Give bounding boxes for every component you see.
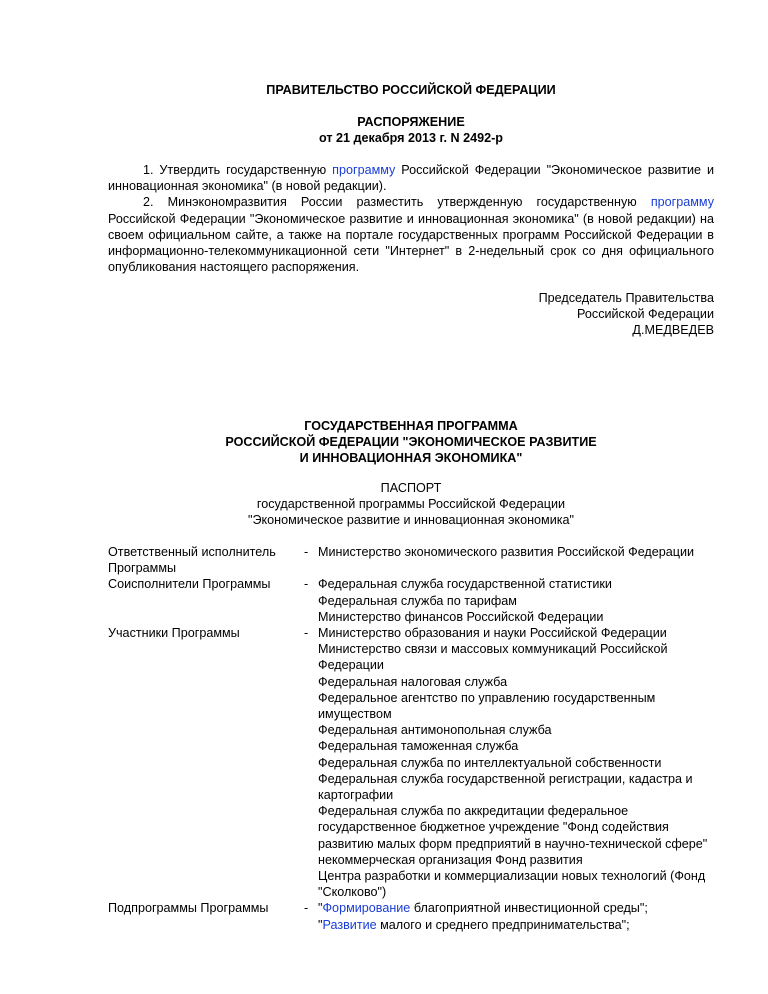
table-row	[108, 625, 714, 900]
order-p2-text-b: Российской Федерации "Экономическое развитие и инновационная экономика" (в новой редакции) на своем официальном сайте, а также на портале государственных программ Российской Федерации в информационно-телекоммуникационной сети "Интернет" в 2-недельный срок со дня официального опубликования настоящего распоряжения.	[108, 211, 714, 275]
order-p2-text-a: 2. Минэкономразвития России разместить утвержденную государственную	[143, 195, 651, 210]
signature-name: Д.МЕДВЕДЕВ	[632, 323, 714, 338]
row-value-line: Федеральное агентство по управлению государственным имуществом	[318, 690, 656, 722]
order-body	[108, 162, 714, 275]
quote: "	[318, 901, 323, 916]
passport-subtitle: государственной программы Российской Федерации	[256, 497, 566, 512]
row-value-line: Федеральная служба государственной статистики	[318, 577, 612, 592]
row-label: Ответственный исполнитель Программы	[108, 545, 276, 576]
signature-block	[414, 290, 714, 339]
row-value-line: Министерство экономического развития Российской Федерации	[318, 545, 695, 559]
order-p1-text-b: Российской Федерации "Экономическое развитие и инновационная экономика" (в новой редакции).	[108, 163, 715, 194]
order-paragraph-2	[108, 194, 714, 275]
row-value-line: Министерство образования и науки Российской Федерации	[318, 626, 667, 641]
row-label: Подпрограммы Программы	[108, 901, 269, 916]
subprogram-link[interactable]: Развитие	[322, 917, 377, 932]
subprogram-text: малого и среднего предпринимательства";	[376, 917, 630, 932]
row-dash: -	[304, 901, 309, 916]
program-heading-line: И ИННОВАЦИОННАЯ ЭКОНОМИКА"	[299, 451, 523, 466]
passport-table	[108, 544, 714, 941]
signature-country: Российской Федерации	[577, 307, 714, 322]
passport-subtitle: "Экономическое развитие и инновационная экономика"	[247, 513, 575, 528]
subprogram-item	[318, 900, 714, 916]
order-heading	[108, 114, 714, 146]
row-value	[318, 576, 714, 625]
table-row	[108, 576, 714, 625]
order-paragraph-1	[108, 162, 714, 194]
government-heading: ПРАВИТЕЛЬСТВО РОССИЙСКОЙ ФЕДЕРАЦИИ	[266, 83, 556, 97]
row-value	[318, 900, 714, 932]
program-heading-line: РОССИЙСКОЙ ФЕДЕРАЦИИ "ЭКОНОМИЧЕСКОЕ РАЗВИТИЕ	[225, 435, 597, 450]
row-value-line: Федеральная антимонопольная служба	[318, 723, 552, 738]
quote: "	[318, 917, 323, 932]
row-value-line: Федеральная служба по интеллектуальной собственности	[318, 755, 662, 770]
program-link[interactable]: программу	[650, 195, 714, 210]
row-value-line: Министерство связи и массовых коммуникаций Российской Федерации	[318, 642, 668, 673]
program-heading	[108, 418, 714, 467]
row-dash: -	[304, 545, 309, 559]
row-value-line: Федеральная таможенная служба	[318, 739, 519, 754]
order-type: РАСПОРЯЖЕНИЕ	[357, 115, 465, 129]
signature-position: Председатель Правительства	[538, 291, 714, 305]
row-value-line: Федеральная служба по тарифам	[318, 593, 517, 608]
row-value-line: Федеральная служба государственной регистрации, кадастра и картографии	[318, 771, 693, 803]
subprogram-link[interactable]: Формирование	[322, 901, 411, 916]
order-date-number: от 21 декабря 2013 г. N 2492-р	[318, 131, 503, 146]
program-link[interactable]: программу	[332, 163, 396, 177]
subprogram-text: благоприятной инвестиционной среды";	[410, 901, 648, 916]
row-value	[318, 625, 714, 900]
row-label: Участники Программы	[108, 626, 240, 641]
passport-title: ПАСПОРТ	[380, 481, 442, 495]
table-row	[108, 900, 714, 932]
subprogram-item	[318, 917, 714, 933]
row-value	[318, 544, 714, 576]
row-value-line: Министерство финансов Российской Федерации	[318, 609, 604, 624]
order-p1-text-a: 1. Утвердить государственную	[143, 163, 333, 177]
row-value-line: Федеральная служба по аккредитации федеральное государственное бюджетное учреждение "Фонд содействия развитию малых форм предприятий в научно-технической сфере"	[318, 804, 708, 851]
row-value-line: некоммерческая организация Фонд развития	[318, 852, 583, 867]
row-dash: -	[304, 577, 309, 592]
row-dash: -	[304, 626, 309, 641]
row-value-line: Федеральная налоговая служба	[318, 674, 508, 689]
passport-heading	[108, 480, 714, 529]
row-label: Соисполнители Программы	[108, 577, 271, 592]
row-value-line: Центра разработки и коммерциализации новых технологий (Фонд "Сколково")	[318, 869, 706, 900]
table-row	[108, 544, 714, 576]
program-heading-line: ГОСУДАРСТВЕННАЯ ПРОГРАММА	[304, 419, 518, 433]
